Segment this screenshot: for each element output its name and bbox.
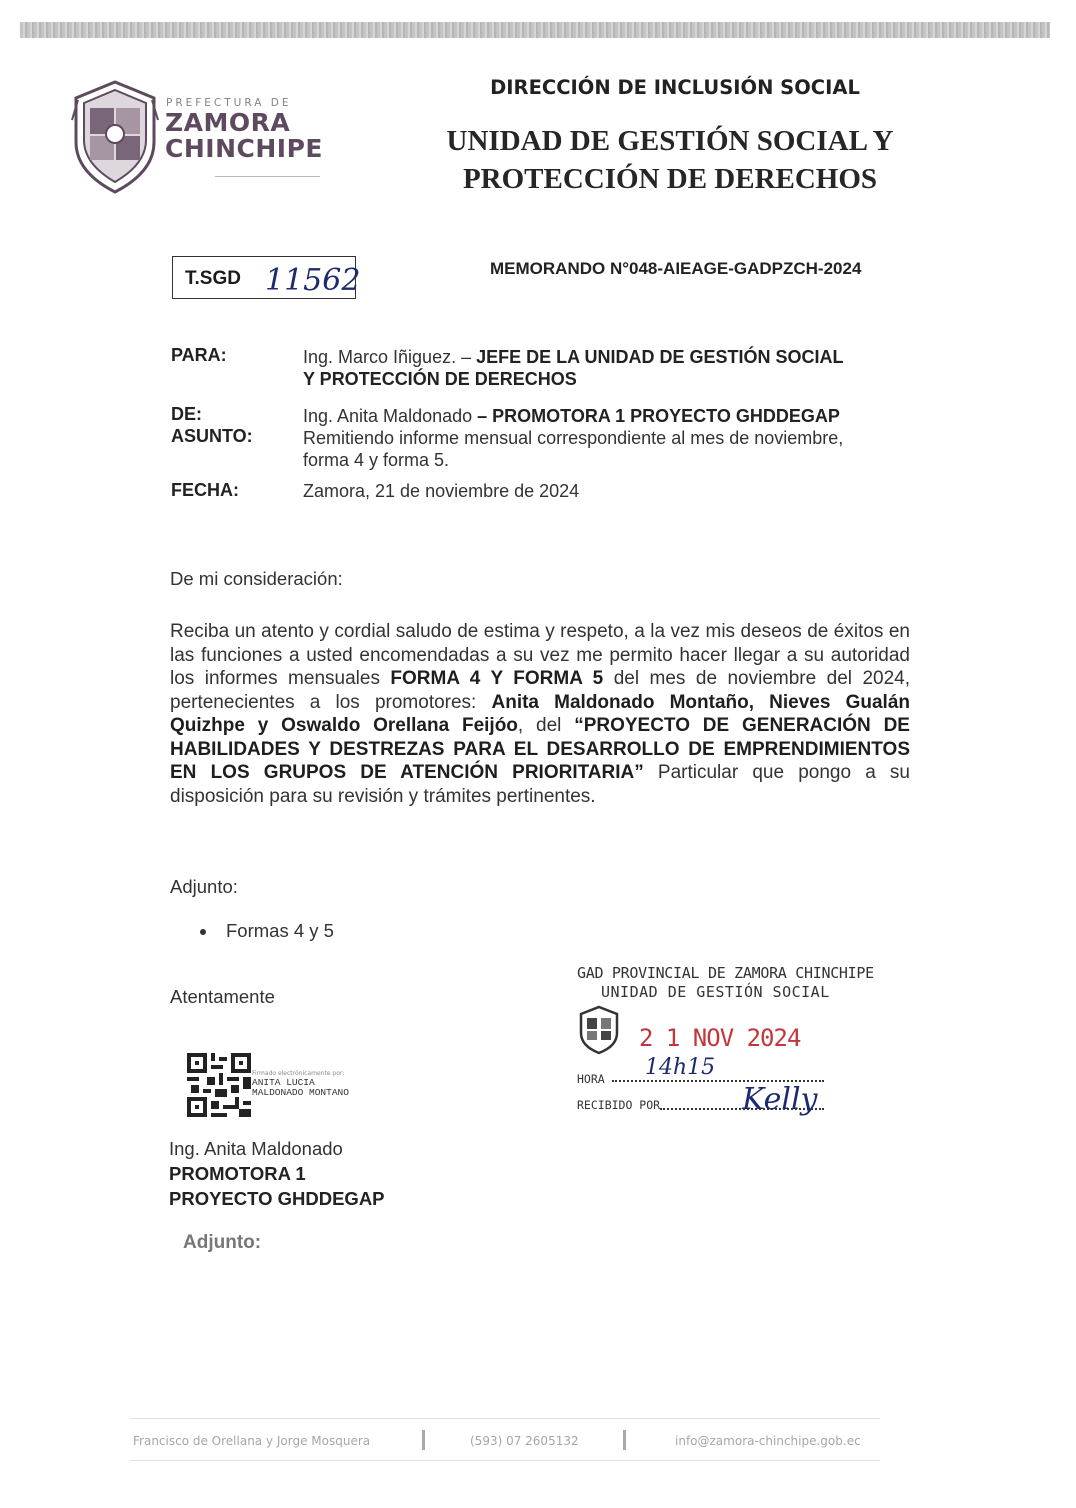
- shield-emblem-icon: [70, 80, 160, 195]
- stamp-institution: GAD PROVINCIAL DE ZAMORA CHINCHIPE: [577, 964, 874, 982]
- para-name: Ing. Marco Iñiguez. –: [303, 347, 477, 367]
- para-text-4: Particular que pongo a su disposición para su revisión y trámites pertinentes.: [170, 762, 910, 807]
- para-text-2: del mes de noviembre del 2024, pertenecientes a los promotores:: [170, 668, 910, 713]
- footer-address: Francisco de Orellana y Jorge Mosquera: [133, 1434, 371, 1448]
- asunto-line2: forma 4 y forma 5.: [303, 450, 450, 470]
- para-text-3: , del: [517, 715, 575, 736]
- fecha-value: Zamora, 21 de noviembre de 2024: [303, 481, 580, 501]
- stamp-hora-handwritten: 14h15: [645, 1055, 716, 1080]
- signer-name-line2: MALDONADO MONTANO: [252, 1087, 349, 1098]
- para-bold-promoters: Anita Maldonado Montaño, Nieves Gualán Quizhpe y Oswaldo Orellana Feijóo: [170, 691, 910, 736]
- stamp-date: 2 1 NOV 2024: [639, 1024, 801, 1052]
- fecha-label: FECHA:: [171, 480, 239, 500]
- logo-text-prefectura: PREFECTURA DE: [166, 97, 292, 109]
- stamp-unit: UNIDAD DE GESTIÓN SOCIAL: [601, 983, 830, 1001]
- para-bold-forms: FORMA 4 Y FORMA 5: [390, 668, 604, 689]
- para-text-1: Reciba un atento y cordial saludo de estima y respeto, a la vez mis deseos de éxitos en las funciones a usted encomendadas a su vez me permito hacer llegar a su autoridad los informes mensuales: [170, 621, 910, 689]
- de-title: – PROMOTORA 1 PROYECTO GHDDEGAP: [477, 406, 840, 426]
- stamp-hora-label: HORA: [577, 1072, 605, 1086]
- para-value: [303, 346, 893, 390]
- tracking-number-box: [172, 256, 361, 299]
- closing: Atentamente: [170, 986, 275, 1007]
- footer-separator: [623, 1430, 626, 1450]
- footer-divider-bottom: [130, 1460, 880, 1461]
- tracking-handwritten-number: 11562: [265, 263, 361, 298]
- adjunto-footer-label: Adjunto:: [183, 1232, 262, 1253]
- unit-heading-line2: PROTECCIÓN DE DERECHOS: [462, 163, 878, 195]
- para-title-2: Y PROTECCIÓN DE DERECHOS: [303, 369, 577, 389]
- attachment-list-item: [200, 920, 334, 942]
- footer-separator: [422, 1430, 425, 1450]
- para-bold-project: “PROYECTO DE GENERACIÓN DE HABILIDADES Y DESTREZAS PARA EL DESARROLLO DE EMPRENDIMIENTOS EN LOS GRUPOS DE ATENCIÓN PRIORITARIA”: [170, 715, 910, 783]
- tracking-label: T.SGD: [185, 268, 241, 289]
- asunto-value: [303, 427, 893, 471]
- signer-role-1: PROMOTORA 1: [169, 1163, 306, 1184]
- de-value: [303, 405, 893, 427]
- attachment-text: Formas 4 y 5: [226, 920, 334, 941]
- footer-email: info@zamora-chinchipe.gob.ec: [675, 1434, 861, 1448]
- footer-divider-top: [130, 1418, 880, 1419]
- logo-text-zamora: ZAMORA: [165, 108, 291, 137]
- prefecture-logo: [70, 80, 330, 195]
- stamp-seal-icon: [578, 1005, 620, 1055]
- signer-role-2: PROYECTO GHDDEGAP: [169, 1188, 385, 1209]
- de-name: Ing. Anita Maldonado: [303, 406, 478, 426]
- signer-name-line1: ANITA LUCIA: [252, 1077, 315, 1088]
- para-label: PARA:: [171, 345, 227, 365]
- body-paragraph: [170, 620, 910, 808]
- unit-heading: [420, 122, 920, 198]
- asunto-label: ASUNTO:: [171, 426, 253, 446]
- qr-code-icon: [187, 1053, 251, 1117]
- asunto-line1: Remitiendo informe mensual correspondiente al mes de noviembre,: [303, 428, 844, 448]
- logo-underline: [215, 176, 320, 177]
- de-label: DE:: [171, 404, 202, 424]
- signer-name: Ing. Anita Maldonado: [169, 1138, 343, 1159]
- para-title-1: JEFE DE LA UNIDAD DE GESTIÓN SOCIAL: [476, 347, 844, 367]
- stamp-recibido-signature: Kelly: [742, 1082, 818, 1117]
- logo-text-chinchipe: CHINCHIPE: [165, 134, 323, 163]
- memo-number: MEMORANDO N°048-AIEAGE-GADPZCH-2024: [490, 259, 862, 278]
- adjunto-label: Adjunto:: [170, 876, 238, 897]
- bullet-icon: [200, 929, 206, 935]
- scan-artifact-bar: [20, 22, 1050, 38]
- footer-phone: (593) 07 2605132: [470, 1434, 579, 1448]
- signed-by-caption: Firmado electrónicamente por:: [252, 1070, 345, 1077]
- greeting: De mi consideración:: [170, 568, 343, 589]
- stamp-recibido-label: RECIBIDO POR: [577, 1098, 661, 1112]
- direction-heading: DIRECCIÓN DE INCLUSIÓN SOCIAL: [490, 76, 860, 99]
- unit-heading-line1: UNIDAD DE GESTIÓN SOCIAL Y: [446, 125, 894, 157]
